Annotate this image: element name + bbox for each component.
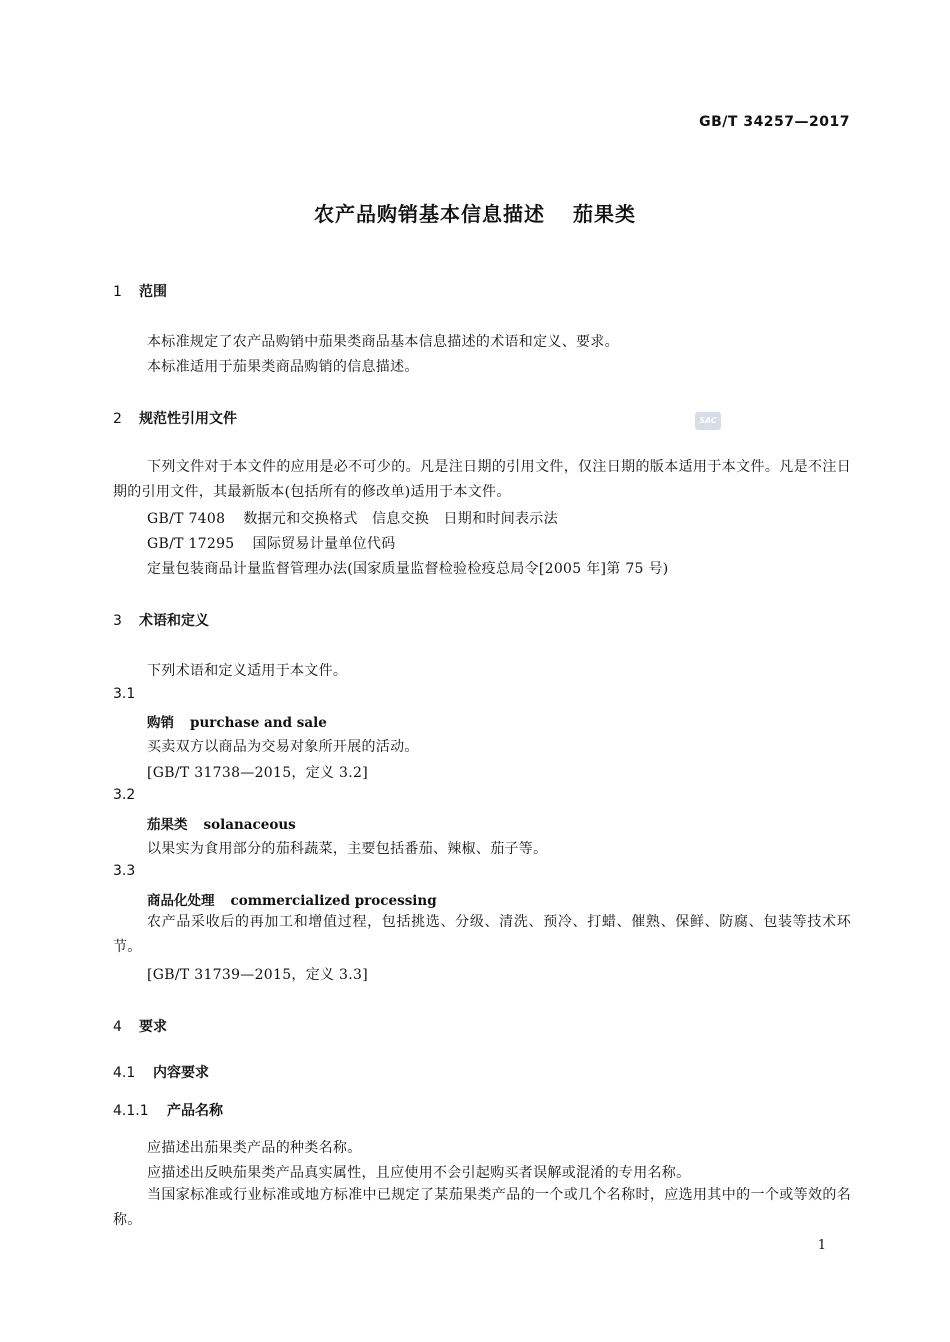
term-definition: 以果实为食用部分的茄科蔬菜，主要包括番茄、辣椒、茄子等。	[147, 841, 548, 857]
subsection-4-1-1-heading	[113, 1100, 223, 1120]
term-definition: 农产品采收后的再加工和增值过程，包括挑选、分级、清洗、预冷、打蜡、催熟、保鲜、防腐、包装等技术环节。	[113, 914, 851, 955]
title-sub: 茄果类	[573, 202, 636, 226]
subsection-number: 4.1.1	[113, 1103, 149, 1119]
term-heading	[147, 711, 327, 731]
term-source: [GB/T 31739—2015，定义 3.3]	[147, 967, 368, 983]
term-heading	[147, 889, 437, 909]
section-title: 术语和定义	[139, 613, 209, 629]
document-title	[0, 198, 950, 227]
paragraph: 本标准规定了农产品购销中茄果类商品基本信息描述的术语和定义、要求。	[147, 334, 619, 350]
section-1-heading	[113, 281, 167, 301]
page-number: 1	[817, 1238, 826, 1253]
section-2-heading	[113, 408, 237, 428]
term-number: 3.2	[113, 787, 136, 803]
section-title: 规范性引用文件	[139, 411, 237, 427]
section-3-heading	[113, 610, 209, 630]
paragraph: 应描述出茄果类产品的种类名称。	[147, 1140, 362, 1156]
section-title: 要求	[139, 1019, 167, 1035]
section-4-heading	[113, 1016, 167, 1036]
term-chinese: 茄果类	[147, 817, 188, 833]
term-heading	[147, 813, 296, 833]
section-number: 3	[113, 613, 122, 629]
paragraph: 应描述出反映茄果类产品真实属性，且应使用不会引起购买者误解或混淆的专用名称。	[147, 1165, 691, 1181]
reference-title: 数据元和交换格式 信息交换 日期和时间表示法	[243, 511, 558, 527]
paragraph: 下列术语和定义适用于本文件。	[147, 663, 348, 679]
subsection-title: 内容要求	[153, 1065, 209, 1081]
title-main: 农产品购销基本信息描述	[314, 202, 545, 226]
term-english: solanaceous	[203, 817, 296, 833]
paragraph: 本标准适用于茄果类商品购销的信息描述。	[147, 359, 419, 375]
reference-code: GB/T 17295	[147, 536, 235, 552]
normative-reference: 定量包装商品计量监督管理办法(国家质量监督检验检疫总局令[2005 年]第 75 号)	[147, 561, 669, 577]
section-number: 2	[113, 411, 122, 427]
sac-watermark-logo: SAC	[695, 412, 721, 430]
section-number: 1	[113, 284, 122, 300]
section-number: 4	[113, 1019, 122, 1035]
term-definition: 买卖双方以商品为交易对象所开展的活动。	[147, 739, 419, 755]
normative-reference	[147, 508, 558, 528]
term-number: 3.3	[113, 863, 136, 879]
reference-code: GB/T 7408	[147, 511, 226, 527]
section-title: 范围	[139, 284, 167, 300]
term-english: commercialized processing	[230, 893, 437, 909]
term-source: [GB/T 31738—2015，定义 3.2]	[147, 765, 368, 781]
subsection-title: 产品名称	[167, 1103, 223, 1119]
term-number: 3.1	[113, 686, 136, 702]
term-chinese: 商品化处理	[147, 893, 215, 909]
paragraph: 下列文件对于本文件的应用是必不可少的。凡是注日期的引用文件，仅注日期的版本适用于本文件。凡是不注日期的引用文件，其最新版本(包括所有的修改单)适用于本文件。	[113, 459, 851, 500]
subsection-number: 4.1	[113, 1065, 136, 1081]
term-chinese: 购销	[147, 715, 174, 731]
term-english: purchase and sale	[190, 715, 327, 731]
subsection-4-1-heading	[113, 1062, 209, 1082]
paragraph: 当国家标准或行业标准或地方标准中已规定了某茄果类产品的一个或几个名称时，应选用其中的一个或等效的名称。	[113, 1187, 851, 1228]
normative-reference	[147, 533, 396, 553]
standard-code: GB/T 34257—2017	[699, 114, 850, 130]
reference-title: 国际贸易计量单位代码	[252, 536, 396, 552]
